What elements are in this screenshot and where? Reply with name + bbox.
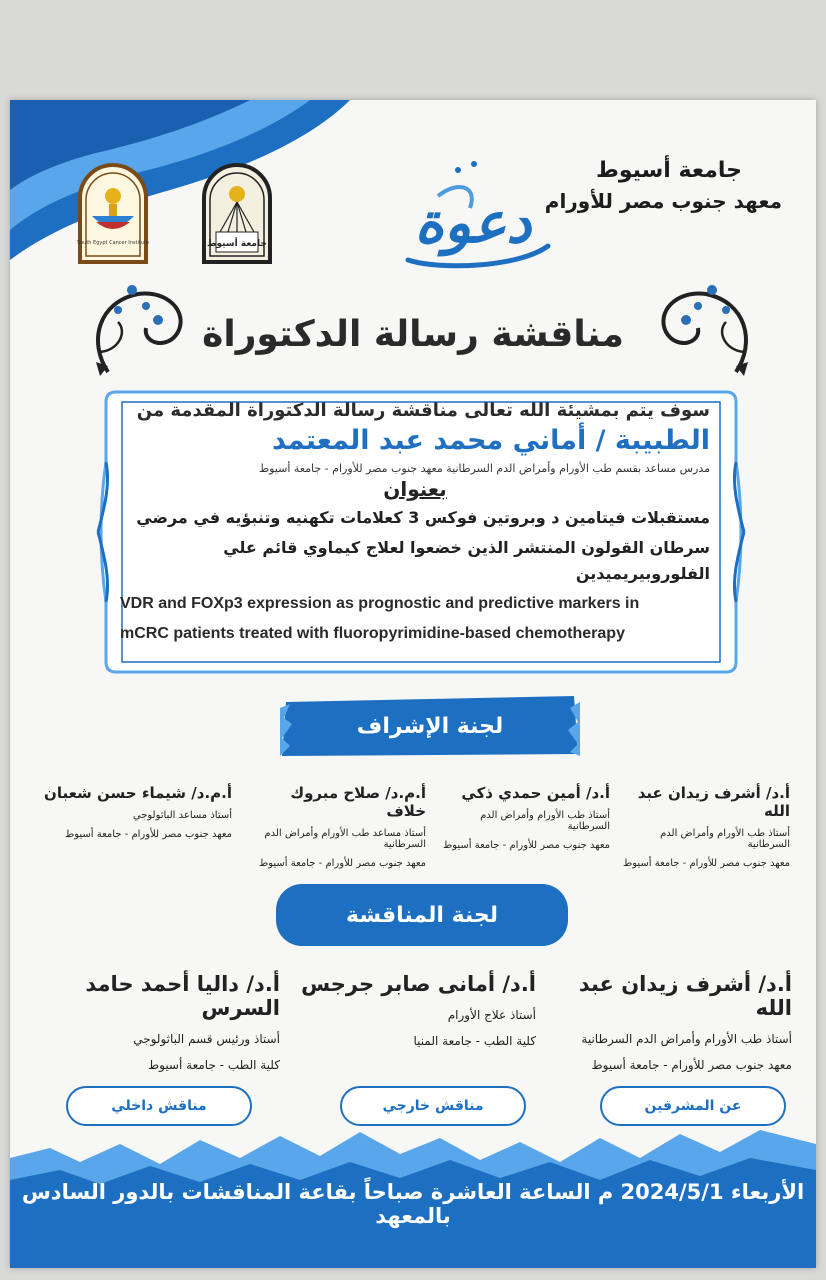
discussion-label: لجنة المناقشة	[276, 884, 568, 946]
supervisor-3-name: أ.م.د/ صلاح مبروك خلاف	[290, 784, 426, 820]
examiner-1-name: أ.د/ أشرف زيدان عبد الله	[578, 972, 792, 1020]
institute-name: معهد جنوب مصر للأورام	[544, 189, 782, 213]
logo-a-text: جامعة أسيوط	[207, 239, 267, 249]
role-badge-external: مناقش خارجي	[340, 1086, 526, 1126]
examiner-1-title: أستاذ طب الأورام وأمراض الدم السرطانية	[581, 1032, 792, 1046]
supervisor-4-title: أستاذ مساعد الباثولوجي	[132, 810, 232, 821]
supervisor-3-affiliation: معهد جنوب مصر للأورام - جامعة أسيوط	[258, 858, 426, 869]
university-name: جامعة أسيوط	[596, 158, 742, 183]
supervisor-4-affiliation: معهد جنوب مصر للأورام - جامعة أسيوط	[64, 829, 232, 840]
title-label: بعنوان	[383, 477, 447, 501]
thesis-title-ar-line-2: سرطان القولون المنتشر الذين خضعوا لعلاج كيماوي قائم علي الفلوروبيريميدين	[223, 538, 710, 583]
poster-title: مناقشة رسالة الدكتوراة	[202, 314, 624, 355]
supervisor-1-affiliation: معهد جنوب مصر للأورام - جامعة أسيوط	[622, 858, 790, 869]
examiner-2-affiliation: كلية الطب - جامعة المنيا	[413, 1034, 536, 1048]
supervisor-2-title: أستاذ طب الأورام وأمراض الدم السرطانية	[480, 810, 610, 832]
thesis-title-en-line-2: mCRC patients treated with fluoropyrimidine-based chemotherapy	[120, 625, 625, 642]
candidate-position: مدرس مساعد بقسم طب الأورام وأمراض الدم السرطانية معهد جنوب مصر للأورام - جامعة أسيوط	[258, 462, 710, 475]
invitation-poster	[10, 100, 816, 1268]
supervisor-1	[620, 784, 790, 869]
candidate-name: الطبيبة / أماني محمد عبد المعتمد	[272, 425, 710, 456]
examiner-1	[562, 972, 792, 1072]
announcement-text	[120, 400, 710, 647]
supervision-label: لجنة الإشراف	[356, 713, 504, 739]
examiner-3-name: أ.د/ داليا أحمد حامد السرس	[85, 972, 280, 1020]
supervisor-2	[440, 784, 610, 851]
announcement-intro: سوف يتم بمشيئة الله تعالى مناقشة رسالة الدكتوراة المقدمة من	[136, 400, 710, 421]
examiner-1-affiliation: معهد جنوب مصر للأورام - جامعة أسيوط	[591, 1058, 792, 1072]
role-badge-internal: مناقش داخلي	[66, 1086, 252, 1126]
supervisor-2-affiliation: معهد جنوب مصر للأورام - جامعة أسيوط	[442, 840, 610, 851]
invitation-word: دعوة	[414, 190, 532, 256]
supervisor-1-name: أ.د/ أشرف زيدان عبد الله	[637, 784, 790, 820]
role-badge-supervisors: عن المشرفين	[600, 1086, 786, 1126]
examiner-2-title: أستاذ علاج الأورام	[447, 1008, 536, 1022]
logo-b-text: South Egypt Cancer Institute	[76, 240, 150, 246]
examiner-3-title: أستاذ ورئيس قسم الباثولوجي	[133, 1032, 280, 1046]
supervisor-4-name: أ.م.د/ شيماء حسن شعبان	[44, 784, 232, 802]
supervisor-4	[42, 784, 232, 840]
event-datetime: الأربعاء 2024/5/1 م الساعة العاشرة صباحاً بقاعة المناقشات بالدور السادس بالمعهد	[21, 1180, 805, 1228]
supervisor-2-name: أ.د/ أمين حمدي ذكي	[461, 784, 610, 802]
assiut-university-logo	[200, 158, 274, 266]
corner-wave-decoration	[10, 100, 350, 260]
examiner-2	[296, 972, 536, 1048]
invitation-calligraphy	[378, 150, 568, 280]
thesis-title-en-line-1: VDR and FOXp3 expression as prognostic and predictive markers in	[120, 595, 640, 612]
university-block	[545, 158, 782, 213]
supervisor-3-title: أستاذ مساعد طب الأورام وأمراض الدم السرطانية	[264, 828, 426, 850]
examiner-3-affiliation: كلية الطب - جامعة أسيوط	[148, 1058, 280, 1072]
supervisor-1-title: أستاذ طب الأورام وأمراض الدم السرطانية	[660, 828, 790, 850]
supervisor-3	[246, 784, 426, 869]
examiner-3	[30, 972, 280, 1072]
thesis-title-ar-line-1: مستقبلات فيتامين د وبروتين فوكس 3 كعلامات تكهنيه وتنبؤيه في مرضي	[136, 508, 710, 527]
examiner-2-name: أ.د/ أمانى صابر جرجس	[301, 972, 536, 996]
cancer-institute-logo	[76, 158, 150, 266]
